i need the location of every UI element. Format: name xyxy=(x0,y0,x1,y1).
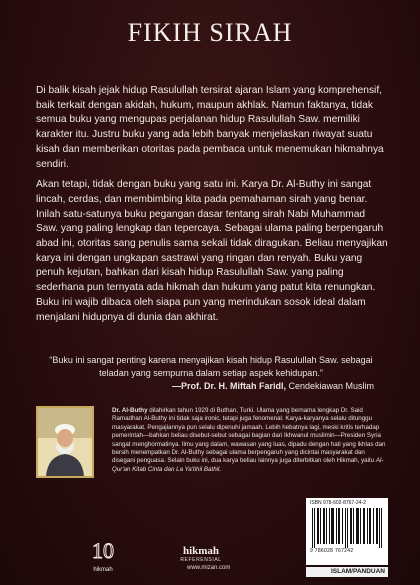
book-title: FIKIH SIRAH xyxy=(127,18,293,47)
author-bio-text: dilahirkan tahun 1929 di Buthan, Turki. Ulama yang bernama lengkap Dr. Said Ramadhan Al-Buthy ini tidak saja ironic, tetapi juga fenomenal. Karya-karyanya selalu ditunggu masyarakat. Pengajiannya pun selalu dipenuhi jamaah. Lebih hebatnya lagi, meski kritis terhadap pemerintah—bahkan beliau disebut-sebut sebagai bagian dari Ikhwanul muslimin—Presiden Syria sangat menghormatinya. Ilmu yang dalam, wawasan yang luas, dipadu dengan hati yang ikhlas dan bersih menempatkan Dr. Al-Buthy sebagai ulama berpengaruh yang dicintai masyarakat dan disegani penguasa. Selain buku ini, dua karya beliau lainnya juga diterbitkan oleh Hikmah, yaitu xyxy=(112,407,386,465)
quote-attribution xyxy=(48,380,374,393)
synopsis xyxy=(36,84,388,331)
quote-author-role: Cendekiawan Muslim xyxy=(285,381,374,391)
author-works: Al-Qur'an Kitab Cinta dan La Ya'tihil Bathil. xyxy=(112,457,384,473)
category-label: ISLAM/PANDUAN xyxy=(306,567,388,577)
publisher-url: www.mizan.com xyxy=(187,565,231,571)
author-photo-icon xyxy=(38,408,92,476)
synopsis-paragraph-1: Di balik kisah jejak hidup Rasulullah tersirat ajaran Islam yang komprehensif, baik terkait dengan akidah, hukum, maupun akhlak. Namun faktanya, tidak semua buku yang mengupas perjalanan hidup Rasulullah Saw. memiliki karakter itu. Justru buku yang ada lebih banyak menjelaskan riwayat suatu kisah dan memberikan otoritas pada pembaca untuk menemukan hikmahnya sendiri. xyxy=(36,85,384,170)
synopsis-paragraph-2: Akan tetapi, tidak dengan buku yang satu ini. Karya Dr. Al-Buthy ini sangat lincah, cerdas, dan membimbing kita pada pemahaman sirah yang benar. Inilah satu-satunya buku pegangan dasar tentang sirah Nabi Muhammad Saw. yang paling lengkap dan tepercaya. Sebagai ulama paling berpengaruh abad ini, otoritas sang penulis sama sekali tidak diragukan. Beliau menyajikan karya ini dengan ungkapan sastrawi yang ringan dan renyah. Buku yang penuh kejutan, bahkan dari kisah hidup Rasulullah Saw. yang paling sederhana pun ternyata ada hikmah dan hukum yang patut kita renungkan. Buku ini wajib dibaca oleh siapa pun yang merindukan sosok ideal dalam menjalani hidupnya di dunia dan akhirat. xyxy=(36,179,388,323)
anniversary-label: hikmah xyxy=(93,567,113,573)
publisher-subtitle: REFERENSIAL xyxy=(180,557,222,563)
publisher-name: hikmah xyxy=(182,545,220,557)
barcode-digits: 9 786028 767242 xyxy=(310,548,354,554)
author-name: Dr. Al-Buthy xyxy=(112,407,148,414)
isbn-label: ISBN 978-602-8767-24-2 xyxy=(310,500,366,506)
isbn-barcode xyxy=(306,498,388,565)
anniversary-logo xyxy=(86,538,120,572)
endorsement-quote xyxy=(48,354,374,393)
author-bio xyxy=(112,407,388,474)
author-portrait xyxy=(36,406,94,478)
quote-text: “Buku ini sangat penting karena menyajikan kisah hidup Rasulullah Saw. sebagai teladan yang sempurna dalam setiap aspek kehidupan.” xyxy=(49,355,373,378)
barcode-icon xyxy=(310,508,384,548)
publisher-logo xyxy=(176,545,226,563)
anniversary-10-icon xyxy=(86,538,120,562)
anniversary-number: 10 xyxy=(92,538,114,562)
quote-author-name: —Prof. Dr. H. Miftah Faridl, xyxy=(171,381,286,391)
